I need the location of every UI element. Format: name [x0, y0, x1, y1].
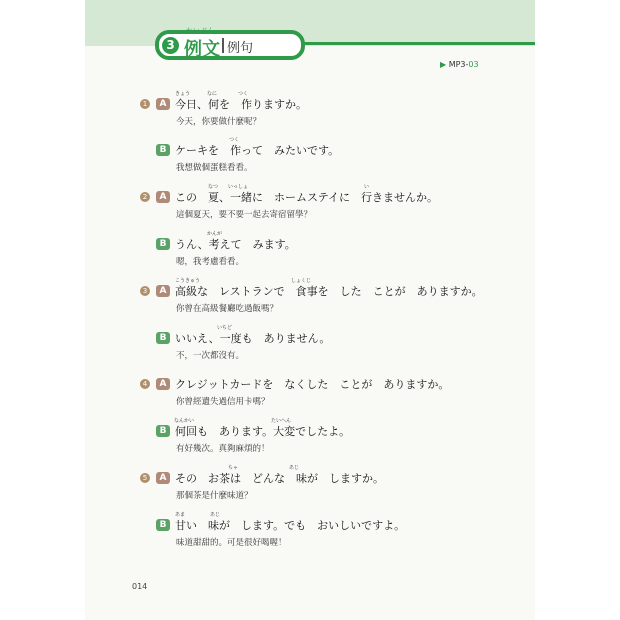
japanese-sentence: クレジットカードを なくした ことが ありますか。: [175, 378, 450, 391]
speaker-b-badge: B: [156, 332, 170, 344]
japanese-sentence: うん、考えて みます。: [175, 238, 296, 251]
dialogue-4-a: [140, 376, 449, 392]
furigana: いっしょ: [228, 184, 249, 190]
speaker-b-badge: B: [156, 144, 170, 156]
furigana: あま: [175, 512, 186, 518]
japanese-sentence: 高級な レストランで 食事を した ことが ありますか。: [175, 285, 483, 298]
speaker-a-badge: A: [156, 472, 170, 484]
play-icon: ▶: [440, 60, 449, 69]
speaker-a-badge: A: [156, 191, 170, 203]
header-rule: [300, 42, 535, 45]
dialogue-1-a: [140, 96, 307, 112]
japanese-sentence: いいえ、一度も ありません。: [175, 332, 331, 345]
dialogue-3-b: [140, 330, 330, 346]
dialogue-3-a: [140, 283, 483, 299]
furigana: なつ: [208, 184, 219, 190]
dialogue-1-b: [140, 142, 339, 158]
furigana: あじ: [210, 512, 221, 518]
furigana: あじ: [289, 465, 300, 471]
dialogue-5-a: [140, 470, 384, 486]
japanese-sentence: 何回も あります。大変でしたよ。: [175, 425, 351, 438]
furigana: こうきゅう: [175, 278, 201, 284]
chinese-translation: 那個茶是什麼味道？: [176, 491, 253, 501]
furigana: たいへん: [271, 418, 292, 424]
chinese-translation: 不，一次都沒有。: [176, 351, 245, 361]
dialogue-number-badge: 3: [140, 286, 150, 296]
furigana: ちゃ: [228, 465, 239, 471]
dialogue-4-b: [140, 423, 350, 439]
japanese-sentence: 今日、何を 作りますか。: [175, 98, 307, 111]
dialogue-2-a: [140, 189, 438, 205]
chinese-translation: 今天，你要做什麼呢？: [176, 117, 262, 127]
audio-track-label[interactable]: ▶ MP3-03: [440, 60, 479, 69]
japanese-sentence: その お茶は どんな 味が しますか。: [175, 472, 384, 485]
chinese-translation: 你曾經遺失過信用卡嗎？: [176, 397, 270, 407]
dialogue-5-b: [140, 517, 405, 533]
japanese-sentence: ケーキを 作って みたいです。: [175, 144, 340, 157]
section-number-badge: 3: [162, 37, 179, 54]
dialogue-number-badge: 4: [140, 379, 150, 389]
section-subtitle: 例句: [227, 41, 254, 56]
speaker-a-badge: A: [156, 378, 170, 390]
chinese-translation: 這個夏天，要不要一起去寄宿留學？: [176, 210, 313, 220]
furigana: なんかい: [174, 418, 195, 424]
furigana: しょくじ: [291, 278, 312, 284]
speaker-a-badge: A: [156, 98, 170, 110]
furigana: なに: [207, 91, 218, 97]
dialogue-number-badge: 1: [140, 99, 150, 109]
furigana: つく: [238, 91, 249, 97]
dialogue-number-badge: 2: [140, 192, 150, 202]
page-number: 014: [132, 582, 148, 591]
speaker-b-badge: B: [156, 238, 170, 250]
chinese-translation: 有好幾次。真夠麻煩的！: [176, 444, 270, 454]
section-title: 例文: [184, 39, 220, 60]
chinese-translation: 你曾在高級餐廳吃過飯嗎？: [176, 304, 279, 314]
dialogue-2-b: [140, 236, 296, 252]
speaker-b-badge: B: [156, 519, 170, 531]
japanese-sentence: この 夏、一緒に ホームステイに 行きませんか。: [175, 191, 439, 204]
header-band: [85, 0, 535, 46]
furigana: きょう: [175, 91, 191, 97]
speaker-b-badge: B: [156, 425, 170, 437]
furigana: いちど: [217, 325, 233, 331]
chinese-translation: 嗯，我考慮看看。: [176, 257, 245, 267]
furigana: かんが: [207, 231, 223, 237]
speaker-a-badge: A: [156, 285, 170, 297]
dialogue-number-badge: 5: [140, 473, 150, 483]
furigana: い: [364, 184, 370, 190]
chinese-translation: 我想做個蛋糕看看。: [176, 163, 253, 173]
japanese-sentence: 甘い 味が します。でも おいしいですよ。: [175, 519, 406, 532]
chinese-translation: 味道甜甜的。可是很好喝喔！: [176, 538, 287, 548]
title-separator: [222, 38, 224, 53]
furigana: つく: [229, 137, 240, 143]
section-title-reading: れいぶん: [186, 27, 214, 35]
